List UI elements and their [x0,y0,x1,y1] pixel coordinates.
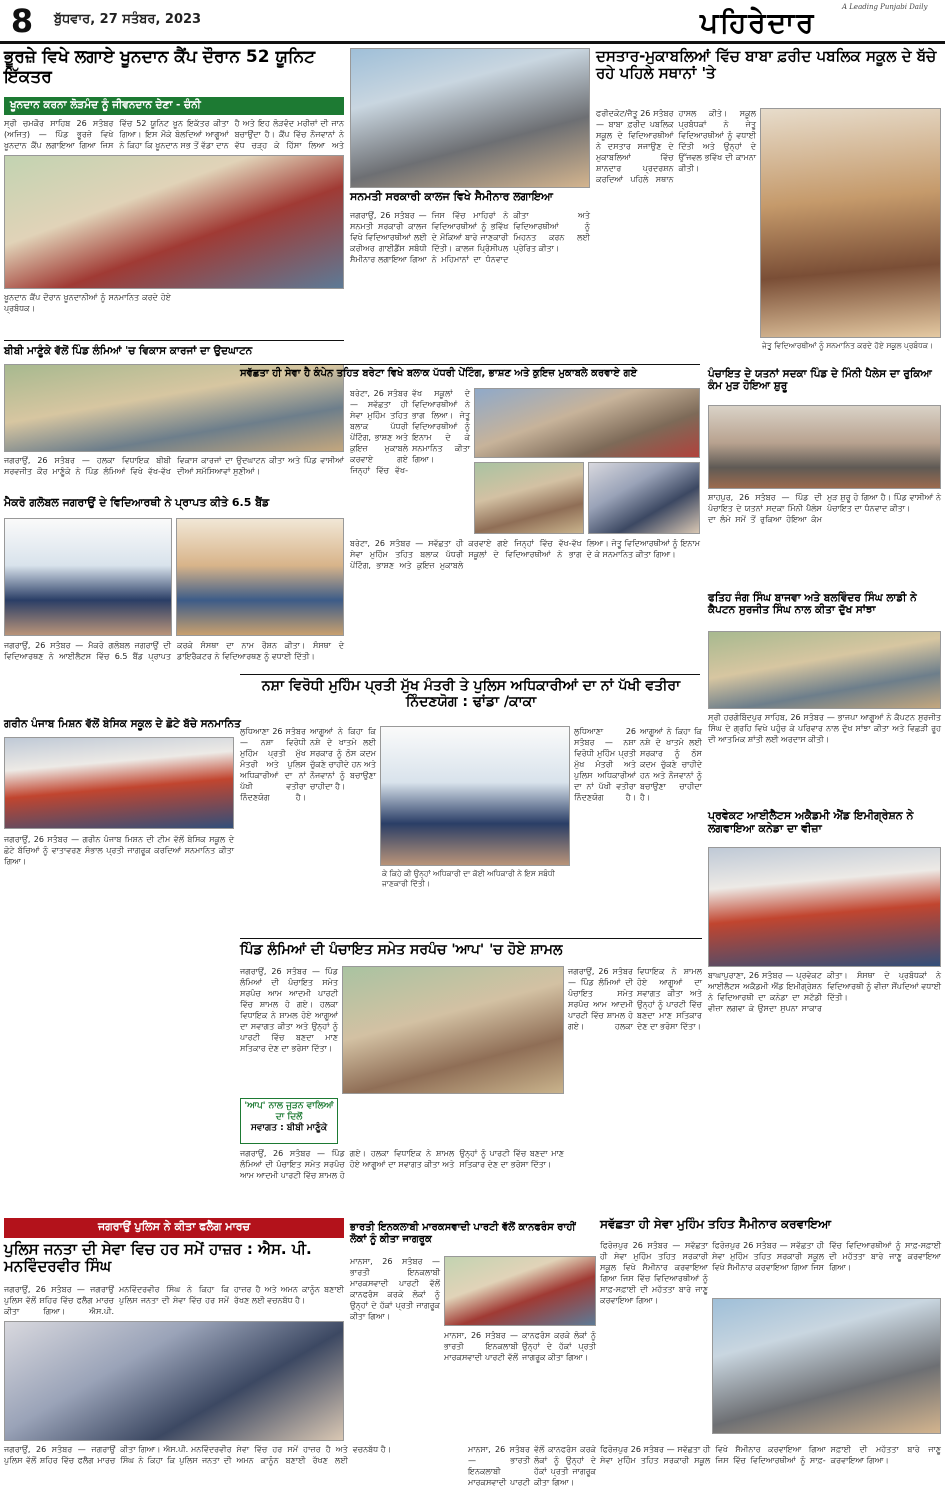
body-manunke-inauguration: ਜਗਰਾਉਂ, 26 ਸਤੰਬਰ — ਹਲਕਾ ਵਿਧਾਇਕ ਬੀਬੀ ਸਰਵਜੀਤ ਕੌਰ ਮਾਣੂੰਕੇ ਨੇ ਪਿੰਡ ਲੰਮਿਆਂ ਵਿਖੇ ਵੱਖ-ਵੱਖ ਵਿਕਾਸ ਕਾਰਜਾਂ ਦਾ ਉਦਘਾਟਨ ਕੀਤਾ ਅਤੇ ਪਿੰਡ ਵਾਸੀਆਂ ਦੀਆਂ ਸਮੱਸਿਆਵਾਂ ਸੁਣੀਆਂ। [4,456,344,476]
photo-flag-march [4,1321,344,1441]
headline-police-service: ਪੁਲਿਸ ਜਨਤਾ ਦੀ ਸੇਵਾ ਵਿਚ ਹਰ ਸਮੇਂ ਹਾਜ਼ਰ : ਐਸ. ਪੀ. ਮਨਵਿੰਦਰਵੀਰ ਸਿੰਘ [4,1240,312,1276]
body-police-service-cont: ਜਗਰਾਉਂ, 26 ਸਤੰਬਰ — ਜਗਰਾਉਂ ਪੁਲਿਸ ਵੱਲੋਂ ਸ਼ਹਿਰ ਵਿੱਚ ਫਲੈਗ ਮਾਰਚ ਕੀਤਾ ਗਿਆ। ਐਸ.ਪੀ. ਮਨਵਿੰਦਰਵੀਰ ਸਿੰਘ ਨੇ ਕਿਹਾ ਕਿ ਪੁਲਿਸ ਜਨਤਾ ਦੀ ਸੇਵਾ ਵਿੱਚ ਹਰ ਸਮੇਂ ਹਾਜ਼ਰ ਹੈ ਅਤੇ ਅਮਨ ਕਾਨੂੰਨ ਬਣਾਈ ਰੱਖਣ ਲਈ ਵਚਨਬੱਧ ਹੈ। [4,1445,392,1465]
body-blood-camp: ਸ੍ਰੀ ਚਮਕੌਰ ਸਾਹਿਬ 26 ਸਤੰਬਰ (ਅਜਿਤ) — ਪਿੰਡ ਭੂਰਜ਼ੇ ਵਿਖੇ ਖੂਨਦਾਨ ਕੈਂਪ ਲਗਾਇਆ ਗਿਆ ਜਿਸ ਵਿੱਚ 52 ਯੂਨਿਟ ਖੂਨ ਇਕੱਤਰ ਕੀਤਾ ਗਿਆ। ਇਸ ਮੌਕੇ ਬੋਲਦਿਆਂ ਆਗੂਆਂ ਨੇ ਕਿਹਾ ਕਿ ਖੂਨਦਾਨ ਸਭ ਤੋਂ ਵੱਡਾ ਦਾਨ ਹੈ ਅਤੇ ਇਹ ਲੋੜਵੰਦ ਮਰੀਜ਼ਾਂ ਦੀ ਜਾਨ ਬਚਾਉਂਦਾ ਹੈ। ਕੈਂਪ ਵਿੱਚ ਨੌਜਵਾਨਾਂ ਨੇ ਵੱਧ ਚੜ੍ਹ ਕੇ ਹਿੱਸਾ ਲਿਆ ਅਤੇ [4,119,344,150]
photo-student-2 [176,518,344,636]
photo-sanmati-college [350,48,590,188]
body-prevekt-visa: ਬਾਘਾਪੁਰਾਣਾ, 26 ਸਤੰਬਰ — ਪ੍ਰਵੇਕਟ ਆਈਲੈਟਸ ਅਕੈਡਮੀ ਐਂਡ ਇਮੀਗ੍ਰੇਸ਼ਨ ਨੇ ਵਿਦਿਆਰਥੀ ਦਾ ਕਨੇਡਾ ਦਾ ਸਟੱਡੀ ਵੀਜ਼ਾ ਲਗਵਾ ਕੇ ਉਸਦਾ ਸੁਪਨਾ ਸਾਕਾਰ ਕੀਤਾ। ਸੰਸਥਾ ਦੇ ਪ੍ਰਬੰਧਕਾਂ ਨੇ ਵਿਦਿਆਰਥੀ ਨੂੰ ਵੀਜ਼ਾ ਸੌਂਪਦਿਆਂ ਵਧਾਈ ਦਿੱਤੀ। [708,971,941,1013]
photo-swachhata-seminar [712,1298,941,1434]
caption-anti-drug: ਕੇ ਕਿਹੇ ਕੀ ਉਨ੍ਹਾਂ ਅਧਿਕਾਰੀ ਦਾ ਕੋਈ ਅਧਿਕਾਰੀ ਨੇ ਇਸ ਸਬੰਧੀ ਜਾਣਕਾਰੀ ਦਿੱਤੀ। [382,869,555,888]
body-marxist-conference-more: ਮਾਨਸਾ, 26 ਸਤੰਬਰ — ਭਾਰਤੀ ਇਨਕਲਾਬੀ ਮਾਰਕਸਵਾਦੀ ਪਾਰਟੀ ਵੱਲੋਂ ਕਾਨਫਰੰਸ ਕਰਕੇ ਲੋਕਾਂ ਨੂੰ ਉਨ੍ਹਾਂ ਦੇ ਹੱਕਾਂ ਪ੍ਰਤੀ ਜਾਗਰੂਕ ਕੀਤਾ ਗਿਆ। [468,1445,596,1487]
caption-blood-camp: ਖੂਨਦਾਨ ਕੈਂਪ ਦੌਰਾਨ ਖੂਨਦਾਨੀਆਂ ਨੂੰ ਸਨਮਾਨਿਤ ਕਰਦੇ ਹੋਏ ਪ੍ਰਬੰਧਕ। [4,293,171,313]
headline-blood-camp: ਭੂਰਜ਼ੇ ਵਿਖੇ ਲਗਾਏ ਖੂਨਦਾਨ ਕੈਂਪ ਦੌਰਾਨ 52 ਯੂਨਿਟ ਇੱਕਤਰ [4,47,315,87]
headline-swachhata-bareta: ਸਵੱਛਤਾ ਹੀ ਸੇਵਾ ਹੈ ਕੰਪੇਨ ਤਹਿਤ ਬਰੇਟਾ ਵਿਖੇ ਬਲਾਕ ਪੱਧਰੀ ਪੇਂਟਿੰਗ, ਭਾਸ਼ਣ ਅਤੇ ਕੁਇਜ਼ ਮੁਕਾਬਲੇ ਕਰਵਾਏ ਗਏ [240,368,638,379]
newspaper-tagline: A Leading Punjabi Daily [842,3,928,11]
headline-swachhata-seminar: ਸਵੱਛਤਾ ਹੀ ਸੇਵਾ ਮੁਹਿੰਮ ਤਹਿਤ ਸੈਮੀਨਾਰ ਕਰਵਾਇਆ [600,1217,832,1231]
aap-quote-box [240,1098,338,1144]
body-bajwa-condolence: ਸ੍ਰੀ ਹਰਗੋਬਿੰਦਪੁਰ ਸਾਹਿਬ, 26 ਸਤੰਬਰ — ਭਾਜਪਾ ਆਗੂਆਂ ਨੇ ਕੈਪਟਨ ਸੁਰਜੀਤ ਸਿੰਘ ਦੇ ਗ੍ਰਹਿ ਵਿਖੇ ਪਹੁੰਚ ਕੇ ਪਰਿਵਾਰ ਨਾਲ ਦੁੱਖ ਸਾਂਝਾ ਕੀਤਾ ਅਤੇ ਵਿਛੜੀ ਰੂਹ ਦੀ ਆਤਮਿਕ ਸ਼ਾਂਤੀ ਲਈ ਅਰਦਾਸ ਕੀਤੀ। [708,713,941,744]
headline-aap-joining: ਪਿੰਡ ਲੰਮਿਆਂ ਦੀ ਪੰਚਾਇਤ ਸਮੇਤ ਸਰਪੰਚ 'ਆਪ' 'ਚ ਹੋਏ ਸ਼ਾਮਲ [240,942,563,958]
headline-mini-palace: ਪੰਚਾਇਤ ਦੇ ਯਤਨਾਂ ਸਦਕਾ ਪਿੰਡ ਦੇ ਮਿੰਨੀ ਪੈਲੇਸ ਦਾ ਰੁਕਿਆ ਕੰਮ ਮੁੜ ਹੋਇਆ ਸ਼ੁਰੂ [708,368,932,393]
body-anti-drug-cont: ਲੁਧਿਆਣਾ 26 ਸਤੰਬਰ — ਨਸ਼ਾ ਵਿਰੋਧੀ ਮੁਹਿੰਮ ਪ੍ਰਤੀ ਮੁੱਖ ਮੰਤਰੀ ਅਤੇ ਪੁਲਿਸ ਅਧਿਕਾਰੀਆਂ ਦਾ ਨਾਂ ਪੱਖੀ ਵਤੀਰਾ ਨਿੰਦਣਯੋਗ ਹੈ। ਆਗੂਆਂ ਨੇ ਕਿਹਾ ਕਿ ਨਸ਼ੇ ਦੇ ਖਾਤਮੇ ਲਈ ਸਰਕਾਰ ਨੂੰ ਠੋਸ ਕਦਮ ਚੁੱਕਣੇ ਚਾਹੀਦੇ ਹਨ ਅਤੇ ਨੌਜਵਾਨਾਂ ਨੂੰ ਬਚਾਉਣਾ ਚਾਹੀਦਾ ਹੈ। [574,727,702,802]
headline-manunke-inauguration: ਬੀਬੀ ਮਾਣੂੰਕੇ ਵੱਲੋਂ ਪਿੰਡ ਲੰਮਿਆਂ 'ਚ ਵਿਕਾਸ ਕਾਰਜਾਂ ਦਾ ਉਦਘਾਟਨ [4,345,253,357]
newspaper-brand: ਪਹਿਰੇਦਾਰ [700,6,816,39]
body-anti-drug: ਲੁਧਿਆਣਾ 26 ਸਤੰਬਰ — ਨਸ਼ਾ ਵਿਰੋਧੀ ਮੁਹਿੰਮ ਪ੍ਰਤੀ ਮੁੱਖ ਮੰਤਰੀ ਅਤੇ ਪੁਲਿਸ ਅਧਿਕਾਰੀਆਂ ਦਾ ਨਾਂ ਪੱਖੀ ਵਤੀਰਾ ਨਿੰਦਣਯੋਗ ਹੈ। ਆਗੂਆਂ ਨੇ ਕਿਹਾ ਕਿ ਨਸ਼ੇ ਦੇ ਖਾਤਮੇ ਲਈ ਸਰਕਾਰ ਨੂੰ ਠੋਸ ਕਦਮ ਚੁੱਕਣੇ ਚਾਹੀਦੇ ਹਨ ਅਤੇ ਨੌਜਵਾਨਾਂ ਨੂੰ ਬਚਾਉਣਾ ਚਾਹੀਦਾ ਹੈ। [240,727,376,802]
divider [240,938,702,939]
photo-bareta-1 [474,388,700,458]
headline-dastar-competition: ਦਸਤਾਰ-ਮੁਕਾਬਲਿਆਂ ਵਿੱਚ ਬਾਬਾ ਫ਼ਰੀਦ ਪਬਲਿਕ ਸਕੂਲ ਦੇ ਬੱਚੇ ਰਹੇ ਪਹਿਲੇ ਸਥਾਨਾਂ 'ਤੇ [596,47,937,83]
divider [240,674,700,675]
aap-quote-sub: ਸਵਾਗਤ : ਬੀਬੀ ਮਾਣੂੰਕੇ [250,1123,328,1133]
body-swachhata-seminar-cont: ਫਿਰੋਜ਼ਪੁਰ 26 ਸਤੰਬਰ — ਸਵੱਛਤਾ ਹੀ ਸੇਵਾ ਮੁਹਿੰਮ ਤਹਿਤ ਸਰਕਾਰੀ ਸਕੂਲ ਵਿਖੇ ਸੈਮੀਨਾਰ ਕਰਵਾਇਆ ਗਿਆ ਜਿਸ ਵਿੱਚ ਵਿਦਿਆਰਥੀਆਂ ਨੂੰ ਸਾਫ਼-ਸਫ਼ਾਈ ਦੀ ਮਹੱਤਤਾ ਬਾਰੇ ਜਾਣੂ ਕਰਵਾਇਆ ਗਿਆ। [600,1445,941,1465]
body-swachhata-seminar-top: ਫਿਰੋਜ਼ਪੁਰ 26 ਸਤੰਬਰ — ਸਵੱਛਤਾ ਹੀ ਸੇਵਾ ਮੁਹਿੰਮ ਤਹਿਤ ਸਰਕਾਰੀ ਸਕੂਲ ਵਿਖੇ ਸੈਮੀਨਾਰ ਕਰਵਾਇਆ ਗਿਆ ਜਿਸ ਵਿੱਚ ਵਿਦਿਆਰਥੀਆਂ ਨੂੰ ਸਾਫ਼-ਸਫ਼ਾਈ ਦੀ ਮਹੱਤਤਾ ਬਾਰੇ ਜਾਣੂ ਕਰਵਾਇਆ ਗਿਆ। [712,1241,941,1272]
photo-bajwa-condolence [708,631,941,709]
page-number: 8 [10,2,34,40]
body-green-punjab: ਜਗਰਾਉਂ, 26 ਸਤੰਬਰ — ਗਰੀਨ ਪੰਜਾਬ ਮਿਸ਼ਨ ਦੀ ਟੀਮ ਵੱਲੋਂ ਬੇਸਿਕ ਸਕੂਲ ਦੇ ਛੋਟੇ ਬੱਚਿਆਂ ਨੂੰ ਵਾਤਾਵਰਣ ਸੰਭਾਲ ਪ੍ਰਤੀ ਜਾਗਰੂਕ ਕਰਦਿਆਂ ਸਨਮਾਨਿਤ ਕੀਤਾ ਗਿਆ। [4,835,234,866]
body-aap-joining-cont: ਜਗਰਾਉਂ, 26 ਸਤੰਬਰ — ਪਿੰਡ ਲੰਮਿਆਂ ਦੀ ਪੰਚਾਇਤ ਸਮੇਤ ਸਰਪੰਚ ਆਮ ਆਦਮੀ ਪਾਰਟੀ ਵਿੱਚ ਸ਼ਾਮਲ ਹੋ ਗਏ। ਹਲਕਾ ਵਿਧਾਇਕ ਨੇ ਸ਼ਾਮਲ ਹੋਏ ਆਗੂਆਂ ਦਾ ਸਵਾਗਤ ਕੀਤਾ ਅਤੇ ਉਨ੍ਹਾਂ ਨੂੰ ਪਾਰਟੀ ਵਿੱਚ ਬਣਦਾ ਮਾਣ ਸਤਿਕਾਰ ਦੇਣ ਦਾ ਭਰੋਸਾ ਦਿੱਤਾ। [568,967,702,1031]
headline-prevekt-visa: ਪ੍ਰਵੇਕਟ ਆਈਲੈਟਸ ਅਕੈਡਮੀ ਐਂਡ ਇਮੀਗ੍ਰੇਸ਼ਨ ਨੇ ਲਗਵਾਇਆ ਕਨੇਡਾ ਦਾ ਵੀਜ਼ਾ [708,809,914,835]
body-swachhata-bareta: ਬਰੇਟਾ, 26 ਸਤੰਬਰ — ਸਵੱਛਤਾ ਹੀ ਸੇਵਾ ਮੁਹਿੰਮ ਤਹਿਤ ਬਲਾਕ ਪੱਧਰੀ ਪੇਂਟਿੰਗ, ਭਾਸ਼ਣ ਅਤੇ ਕੁਇਜ਼ ਮੁਕਾਬਲੇ ਕਰਵਾਏ ਗਏ ਜਿਨ੍ਹਾਂ ਵਿੱਚ ਵੱਖ-ਵੱਖ ਸਕੂਲਾਂ ਦੇ ਵਿਦਿਆਰਥੀਆਂ ਨੇ ਭਾਗ ਲਿਆ। ਜੇਤੂ ਵਿਦਿਆਰਥੀਆਂ ਨੂੰ ਇਨਾਮ ਦੇ ਕੇ ਸਨਮਾਨਿਤ ਕੀਤਾ ਗਿਆ। [350,389,470,475]
divider [4,340,344,341]
photo-student-1 [4,518,172,636]
body-marxist-conference-cont: ਮਾਨਸਾ, 26 ਸਤੰਬਰ — ਭਾਰਤੀ ਇਨਕਲਾਬੀ ਮਾਰਕਸਵਾਦੀ ਪਾਰਟੀ ਵੱਲੋਂ ਕਾਨਫਰੰਸ ਕਰਕੇ ਲੋਕਾਂ ਨੂੰ ਉਨ੍ਹਾਂ ਦੇ ਹੱਕਾਂ ਪ੍ਰਤੀ ਜਾਗਰੂਕ ਕੀਤਾ ਗਿਆ। [444,1331,596,1362]
issue-date: ਬੁੱਧਵਾਰ, 27 ਸਤੰਬਰ, 2023 [54,12,202,27]
photo-bareta-2 [474,462,584,534]
headline-bajwa-condolence: ਫਤਿਹ ਜੰਗ ਸਿੰਘ ਬਾਜਵਾ ਅਤੇ ਬਲਵਿੰਦਰ ਸਿੰਘ ਲਾਡੀ ਨੇ ਕੈਪਟਨ ਸੁਰਜੀਤ ਸਿੰਘ ਨਾਲ ਕੀਤਾ ਦੁੱਖ ਸਾਂਝਾ [708,592,917,617]
headline-anti-drug: ਨਸ਼ਾ ਵਿਰੋਧੀ ਮੁਹਿੰਮ ਪ੍ਰਤੀ ਮੁੱਖ ਮੰਤਰੀ ਤੇ ਪੁਲਿਸ ਅਧਿਕਾਰੀਆਂ ਦਾ ਨਾਂ ਪੱਖੀ ਵਤੀਰਾ ਨਿੰਦਣਯੋਗ : ਢਾਂਡਾ /ਕਾਕਾ [261,678,681,711]
photo-green-punjab [4,737,234,829]
photo-blood-camp [4,155,344,289]
photo-bareta-3 [588,462,700,534]
body-aap-joining: ਜਗਰਾਉਂ, 26 ਸਤੰਬਰ — ਪਿੰਡ ਲੰਮਿਆਂ ਦੀ ਪੰਚਾਇਤ ਸਮੇਤ ਸਰਪੰਚ ਆਮ ਆਦਮੀ ਪਾਰਟੀ ਵਿੱਚ ਸ਼ਾਮਲ ਹੋ ਗਏ। ਹਲਕਾ ਵਿਧਾਇਕ ਨੇ ਸ਼ਾਮਲ ਹੋਏ ਆਗੂਆਂ ਦਾ ਸਵਾਗਤ ਕੀਤਾ ਅਤੇ ਉਨ੍ਹਾਂ ਨੂੰ ਪਾਰਟੀ ਵਿੱਚ ਬਣਦਾ ਮਾਣ ਸਤਿਕਾਰ ਦੇਣ ਦਾ ਭਰੋਸਾ ਦਿੱਤਾ। [240,967,338,1053]
photo-aap-joining [342,966,564,1094]
caption-dastar-winners: ਜੇਤੂ ਵਿਦਿਆਰਥੀਆਂ ਨੂੰ ਸਨਮਾਨਿਤ ਕਰਦੇ ਹੋਏ ਸਕੂਲ ਪ੍ਰਬੰਧਕ। [762,341,933,350]
photo-dastar-winners [760,108,941,338]
photo-mini-palace [708,405,941,489]
body-marxist-conference: ਮਾਨਸਾ, 26 ਸਤੰਬਰ — ਭਾਰਤੀ ਇਨਕਲਾਬੀ ਮਾਰਕਸਵਾਦੀ ਪਾਰਟੀ ਵੱਲੋਂ ਕਾਨਫਰੰਸ ਕਰਕੇ ਲੋਕਾਂ ਨੂੰ ਉਨ੍ਹਾਂ ਦੇ ਹੱਕਾਂ ਪ੍ਰਤੀ ਜਾਗਰੂਕ ਕੀਤਾ ਗਿਆ। [350,1257,440,1321]
body-mini-palace: ਸ਼ਾਹਪੁਰ, 26 ਸਤੰਬਰ — ਪਿੰਡ ਦੀ ਪੰਚਾਇਤ ਦੇ ਯਤਨਾਂ ਸਦਕਾ ਮਿੰਨੀ ਪੈਲੇਸ ਦਾ ਲੰਮੇ ਸਮੇਂ ਤੋਂ ਰੁਕਿਆ ਹੋਇਆ ਕੰਮ ਮੁੜ ਸ਼ੁਰੂ ਹੋ ਗਿਆ ਹੈ। ਪਿੰਡ ਵਾਸੀਆਂ ਨੇ ਪੰਚਾਇਤ ਦਾ ਧੰਨਵਾਦ ਕੀਤਾ। [708,493,941,524]
body-sanmati-college: ਜਗਰਾਉਂ, 26 ਸਤੰਬਰ — ਸਨਮਤੀ ਸਰਕਾਰੀ ਕਾਲਜ ਵਿਖੇ ਵਿਦਿਆਰਥੀਆਂ ਲਈ ਕਰੀਅਰ ਗਾਈਡੈਂਸ ਸਬੰਧੀ ਸੈਮੀਨਾਰ ਲਗਾਇਆ ਗਿਆ ਜਿਸ ਵਿੱਚ ਮਾਹਿਰਾਂ ਨੇ ਵਿਦਿਆਰਥੀਆਂ ਨੂੰ ਭਵਿੱਖ ਦੇ ਮੌਕਿਆਂ ਬਾਰੇ ਜਾਣਕਾਰੀ ਦਿੱਤੀ। ਕਾਲਜ ਪ੍ਰਿੰਸੀਪਲ ਨੇ ਮਹਿਮਾਨਾਂ ਦਾ ਧੰਨਵਾਦ ਕੀਤਾ ਅਤੇ ਵਿਦਿਆਰਥੀਆਂ ਨੂੰ ਮਿਹਨਤ ਕਰਨ ਲਈ ਪ੍ਰੇਰਿਤ ਕੀਤਾ। [350,211,590,264]
photo-marxist-conference [444,1256,596,1326]
aap-quote-title: 'ਆਪ' ਨਾਲ ਜੁੜਨ ਵਾਲਿਆਂ ਦਾ ਦਿਲੋਂ [244,1101,334,1122]
body-aap-joining-more: ਜਗਰਾਉਂ, 26 ਸਤੰਬਰ — ਪਿੰਡ ਲੰਮਿਆਂ ਦੀ ਪੰਚਾਇਤ ਸਮੇਤ ਸਰਪੰਚ ਆਮ ਆਦਮੀ ਪਾਰਟੀ ਵਿੱਚ ਸ਼ਾਮਲ ਹੋ ਗਏ। ਹਲਕਾ ਵਿਧਾਇਕ ਨੇ ਸ਼ਾਮਲ ਹੋਏ ਆਗੂਆਂ ਦਾ ਸਵਾਗਤ ਕੀਤਾ ਅਤੇ ਉਨ੍ਹਾਂ ਨੂੰ ਪਾਰਟੀ ਵਿੱਚ ਬਣਦਾ ਮਾਣ ਸਤਿਕਾਰ ਦੇਣ ਦਾ ਭਰੋਸਾ ਦਿੱਤਾ। [240,1149,564,1180]
body-dastar-competition: ਫਰੀਦਕੋਟ/ਜੈਤੂ 26 ਸਤੰਬਰ — ਬਾਬਾ ਫ਼ਰੀਦ ਪਬਲਿਕ ਸਕੂਲ ਦੇ ਵਿਦਿਆਰਥੀਆਂ ਨੇ ਦਸਤਾਰ ਸਜਾਉਣ ਦੇ ਮੁਕਾਬਲਿਆਂ ਵਿੱਚ ਸ਼ਾਨਦਾਰ ਪ੍ਰਦਰਸ਼ਨ ਕਰਦਿਆਂ ਪਹਿਲੇ ਸਥਾਨ ਹਾਸਲ ਕੀਤੇ। ਸਕੂਲ ਪ੍ਰਬੰਧਕਾਂ ਨੇ ਜੇਤੂ ਵਿਦਿਆਰਥੀਆਂ ਨੂੰ ਵਧਾਈ ਦਿੱਤੀ ਅਤੇ ਉਨ੍ਹਾਂ ਦੇ ਉੱਜਵਲ ਭਵਿੱਖ ਦੀ ਕਾਮਨਾ ਕੀਤੀ। [596,109,756,184]
headline-green-punjab: ਗਰੀਨ ਪੰਜਾਬ ਮਿਸ਼ਨ ਵੱਲੋਂ ਬੇਸਿਕ ਸਕੂਲ ਦੇ ਛੋਟੇ ਬੱਚੇ ਸਨਮਾਨਿਤ [4,718,241,730]
body-swachhata-seminar: ਫਿਰੋਜ਼ਪੁਰ 26 ਸਤੰਬਰ — ਸਵੱਛਤਾ ਹੀ ਸੇਵਾ ਮੁਹਿੰਮ ਤਹਿਤ ਸਰਕਾਰੀ ਸਕੂਲ ਵਿਖੇ ਸੈਮੀਨਾਰ ਕਰਵਾਇਆ ਗਿਆ ਜਿਸ ਵਿੱਚ ਵਿਦਿਆਰਥੀਆਂ ਨੂੰ ਸਾਫ਼-ਸਫ਼ਾਈ ਦੀ ਮਹੱਤਤਾ ਬਾਰੇ ਜਾਣੂ ਕਰਵਾਇਆ ਗਿਆ। [600,1241,708,1305]
masthead [0,0,945,44]
headline-macro-global: ਮੈਕਰੋ ਗਲੋਬਲ ਜਗਰਾਉਂ ਦੇ ਵਿਦਿਆਰਥੀ ਨੇ ਪ੍ਰਾਪਤ ਕੀਤੇ 6.5 ਬੈਂਡ [4,496,270,509]
body-police-service: ਜਗਰਾਉਂ, 26 ਸਤੰਬਰ — ਜਗਰਾਉਂ ਪੁਲਿਸ ਵੱਲੋਂ ਸ਼ਹਿਰ ਵਿੱਚ ਫਲੈਗ ਮਾਰਚ ਕੀਤਾ ਗਿਆ। ਐਸ.ਪੀ. ਮਨਵਿੰਦਰਵੀਰ ਸਿੰਘ ਨੇ ਕਿਹਾ ਕਿ ਪੁਲਿਸ ਜਨਤਾ ਦੀ ਸੇਵਾ ਵਿੱਚ ਹਰ ਸਮੇਂ ਹਾਜ਼ਰ ਹੈ ਅਤੇ ਅਮਨ ਕਾਨੂੰਨ ਬਣਾਈ ਰੱਖਣ ਲਈ ਵਚਨਬੱਧ ਹੈ। [4,1285,344,1316]
photo-prevekt-visa [708,847,941,967]
divider [240,364,700,365]
subhead-blood-camp: ਖੂਨਦਾਨ ਕਰਨਾ ਲੋੜਮੰਦ ਨੂੰ ਜੀਵਨਦਾਨ ਦੇਣਾ - ਚੰਨੀ [4,97,344,115]
body-macro-global: ਜਗਰਾਉਂ, 26 ਸਤੰਬਰ — ਮੈਕਰੋ ਗਲੋਬਲ ਜਗਰਾਉਂ ਦੀ ਵਿਦਿਆਰਥਣ ਨੇ ਆਈਲੈਟਸ ਵਿੱਚ 6.5 ਬੈਂਡ ਪ੍ਰਾਪਤ ਕਰਕੇ ਸੰਸਥਾ ਦਾ ਨਾਮ ਰੌਸ਼ਨ ਕੀਤਾ। ਸੰਸਥਾ ਦੇ ਡਾਇਰੈਕਟਰ ਨੇ ਵਿਦਿਆਰਥਣ ਨੂੰ ਵਧਾਈ ਦਿੱਤੀ। [4,641,344,661]
photo-anti-drug [380,726,570,866]
kicker-flag-march: ਜਗਰਾਉਂ ਪੁਲਿਸ ਨੇ ਕੀਤਾ ਫਲੈਗ ਮਾਰਚ [4,1218,344,1238]
headline-sanmati-college: ਸਨਮਤੀ ਸਰਕਾਰੀ ਕਾਲਜ ਵਿਖੇ ਸੈਮੀਨਾਰ ਲਗਾਇਆ [350,190,554,203]
body-swachhata-bareta-cont: ਬਰੇਟਾ, 26 ਸਤੰਬਰ — ਸਵੱਛਤਾ ਹੀ ਸੇਵਾ ਮੁਹਿੰਮ ਤਹਿਤ ਬਲਾਕ ਪੱਧਰੀ ਪੇਂਟਿੰਗ, ਭਾਸ਼ਣ ਅਤੇ ਕੁਇਜ਼ ਮੁਕਾਬਲੇ ਕਰਵਾਏ ਗਏ ਜਿਨ੍ਹਾਂ ਵਿੱਚ ਵੱਖ-ਵੱਖ ਸਕੂਲਾਂ ਦੇ ਵਿਦਿਆਰਥੀਆਂ ਨੇ ਭਾਗ ਲਿਆ। ਜੇਤੂ ਵਿਦਿਆਰਥੀਆਂ ਨੂੰ ਇਨਾਮ ਦੇ ਕੇ ਸਨਮਾਨਿਤ ਕੀਤਾ ਗਿਆ। [350,539,700,570]
headline-marxist-conference: ਭਾਰਤੀ ਇਨਕਲਾਬੀ ਮਾਰਕਸਵਾਦੀ ਪਾਰਟੀ ਵੱਲੋਂ ਕਾਨਫਰੰਸ ਰਾਹੀਂ ਲੋਕਾਂ ਨੂੰ ਕੀਤਾ ਜਾਗਰੂਕ [350,1222,576,1245]
